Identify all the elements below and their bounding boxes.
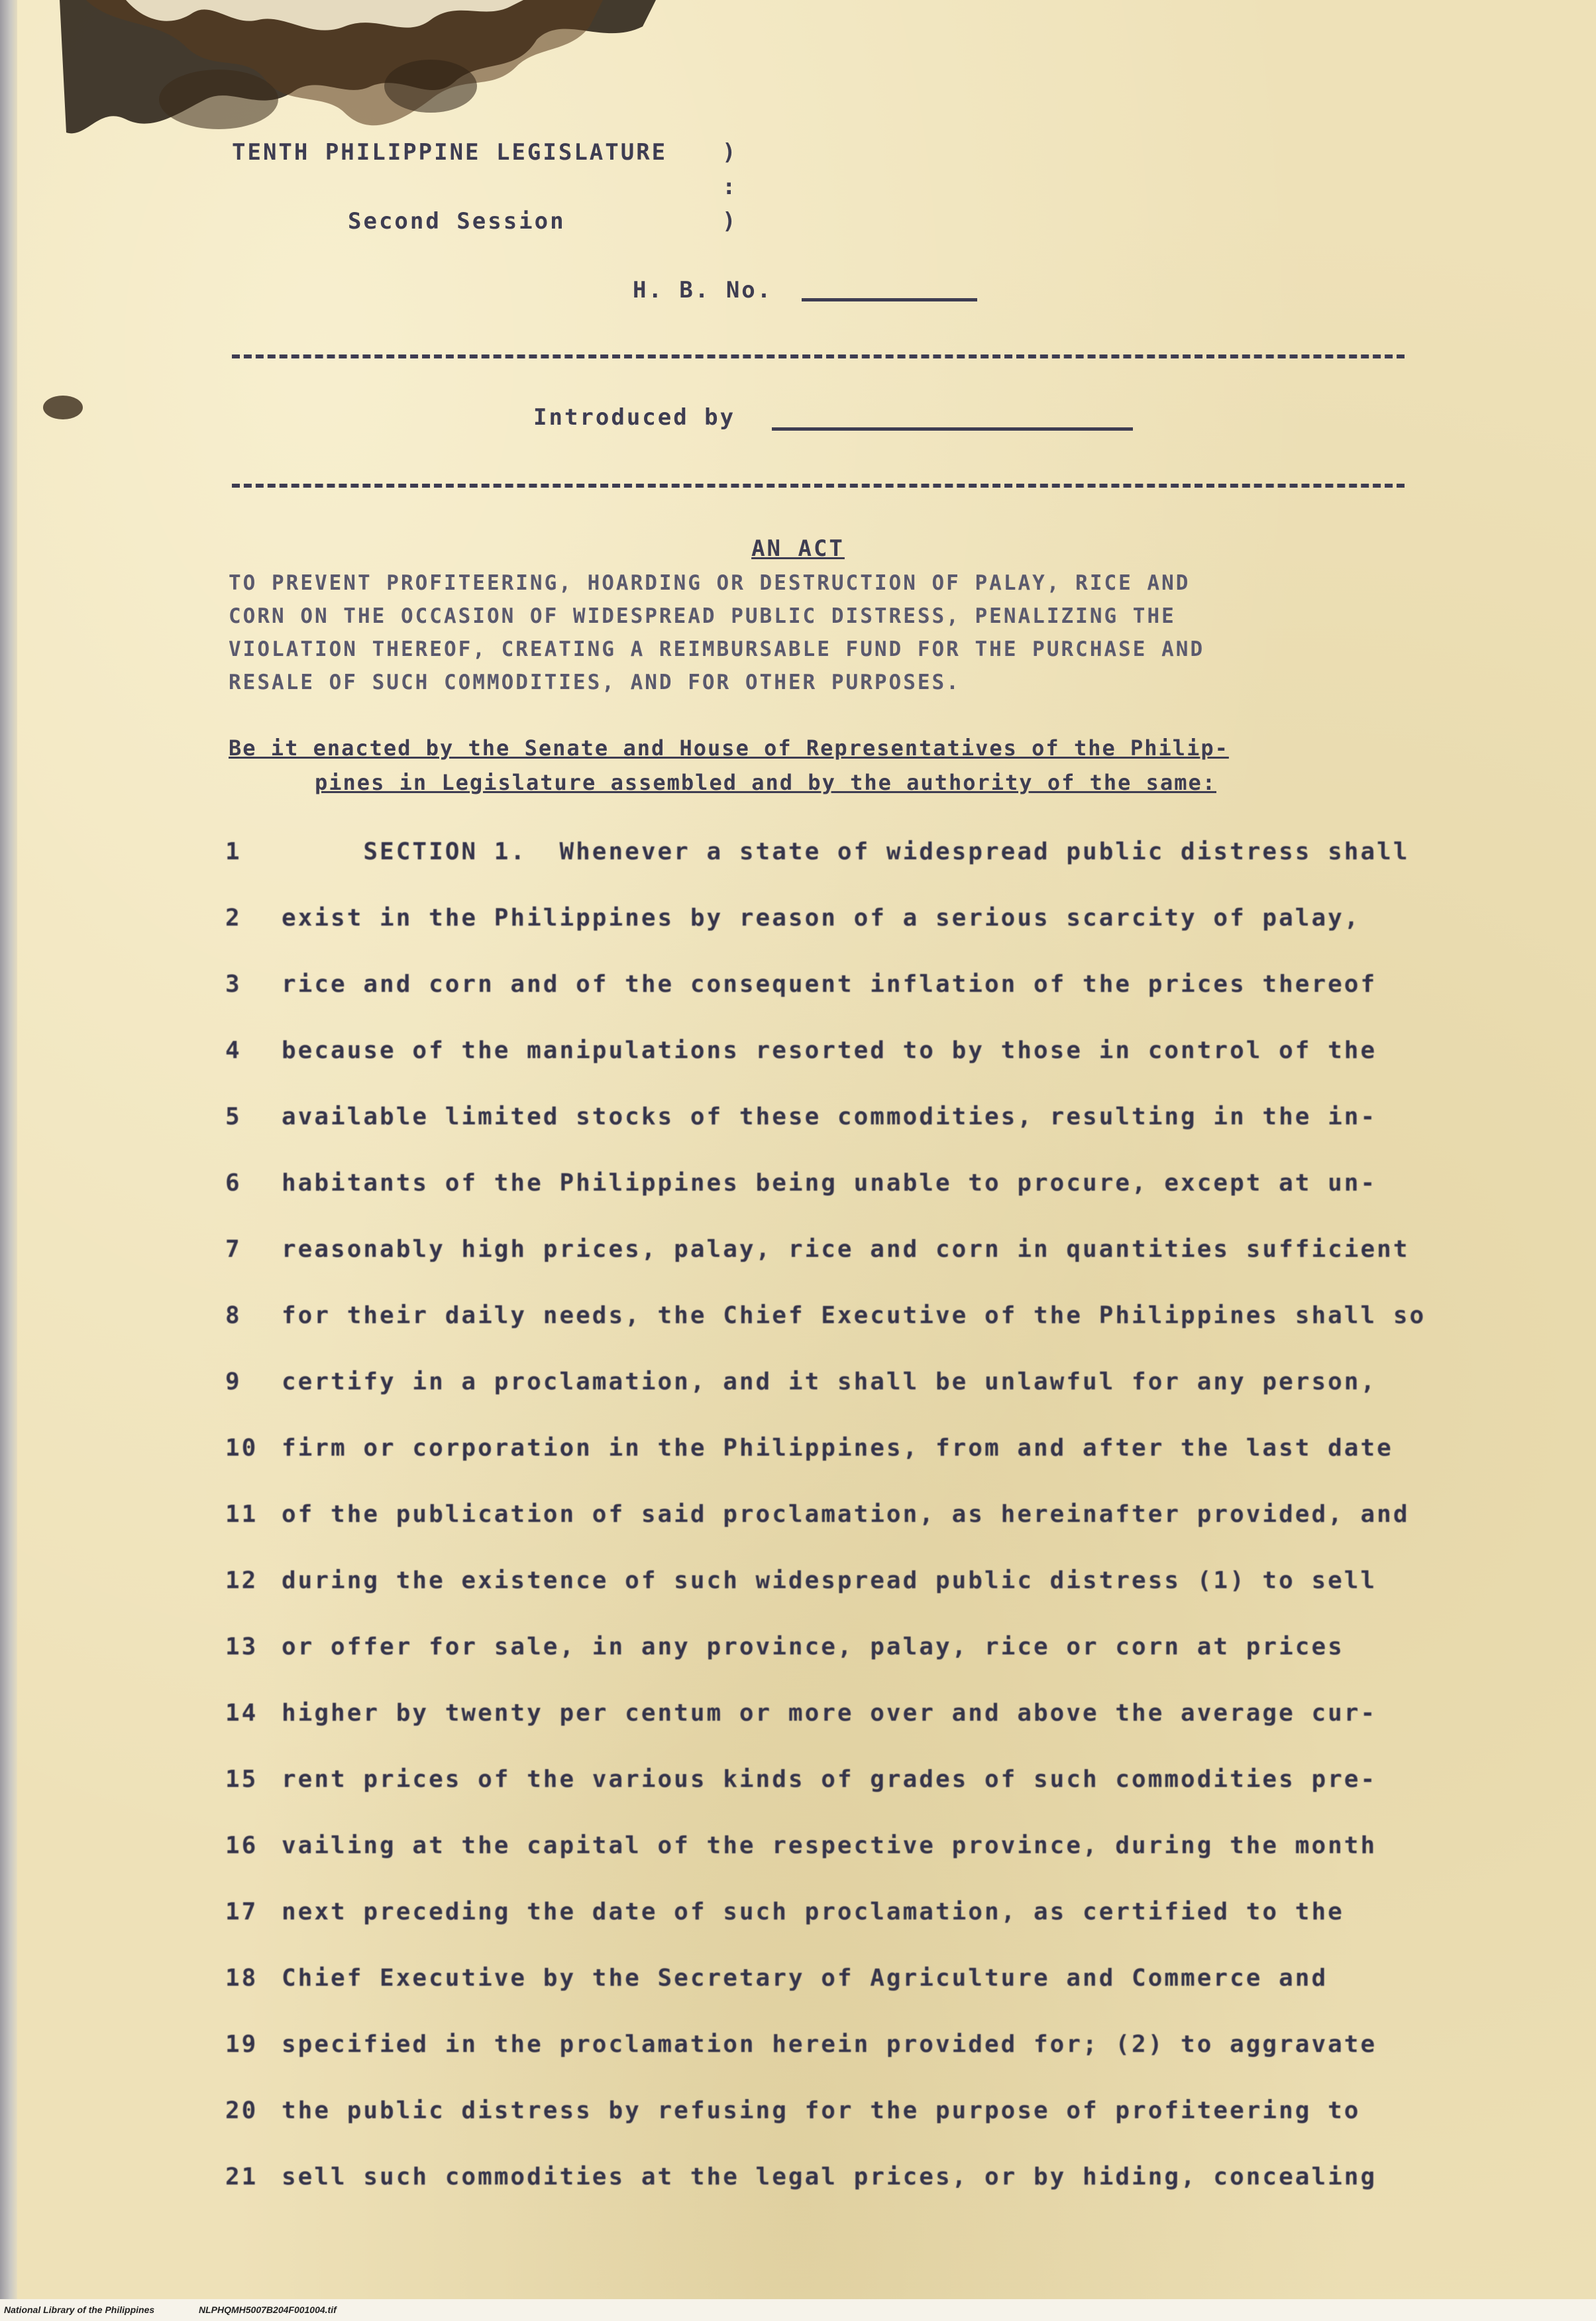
body-text-line: specified in the proclamation herein provided for; (2) to aggravate xyxy=(282,2031,1377,2058)
bracket-mark: : xyxy=(722,174,736,200)
dashed-divider xyxy=(232,484,1405,488)
legislature-heading: TENTH PHILIPPINE LEGISLATURE xyxy=(232,139,668,166)
body-text-line: next preceding the date of such proclamation, as certified to the xyxy=(282,1898,1344,1925)
line-number: 4 xyxy=(225,1037,242,1064)
enacting-clause-line: Be it enacted by the Senate and House of Representatives of the Philip- xyxy=(229,735,1229,761)
ink-stain-mark xyxy=(40,391,86,424)
line-number: 10 xyxy=(225,1434,258,1462)
body-text-line: Chief Executive by the Secretary of Agriculture and Commerce and xyxy=(282,1965,1328,1992)
body-text-line: reasonably high prices, palay, rice and corn in quantities sufficient xyxy=(282,1236,1410,1263)
body-text-line: for their daily needs, the Chief Executive of the Philippines shall so xyxy=(282,1302,1426,1329)
line-number: 7 xyxy=(225,1236,242,1263)
line-number: 20 xyxy=(225,2097,258,2124)
line-number: 1 xyxy=(225,838,242,865)
line-number: 18 xyxy=(225,1965,258,1992)
bracket-mark: ) xyxy=(722,208,736,235)
body-text-line: SECTION 1. Whenever a state of widespread public distress shall xyxy=(282,838,1410,865)
scan-edge xyxy=(0,0,17,2299)
line-number: 14 xyxy=(225,1700,258,1727)
line-number: 13 xyxy=(225,1633,258,1660)
line-number: 5 xyxy=(225,1103,242,1130)
session-heading: Second Session xyxy=(348,208,566,235)
file-identifier: NLPHQMH5007B204F001004.tif xyxy=(199,2304,337,2315)
line-number: 17 xyxy=(225,1898,258,1925)
act-heading: AN ACT xyxy=(751,535,845,562)
body-text-line: because of the manipulations resorted to by those in control of the xyxy=(282,1037,1377,1064)
body-text-line: exist in the Philippines by reason of a serious scarcity of palay, xyxy=(282,904,1361,932)
line-number: 6 xyxy=(225,1169,242,1197)
act-title-line: CORN ON THE OCCASION OF WIDESPREAD PUBLIC DISTRESS, PENALIZING THE xyxy=(229,604,1176,628)
body-text-line: certify in a proclamation, and it shall be unlawful for any person, xyxy=(282,1368,1377,1395)
body-text-line: rice and corn and of the consequent inflation of the prices thereof xyxy=(282,971,1377,998)
line-number: 11 xyxy=(225,1501,258,1528)
bracket-mark: ) xyxy=(722,139,736,166)
body-text-line: during the existence of such widespread public distress (1) to sell xyxy=(282,1567,1377,1594)
body-text-line: vailing at the capital of the respective province, during the month xyxy=(282,1832,1377,1859)
line-number: 3 xyxy=(225,971,242,998)
act-title-line: RESALE OF SUCH COMMODITIES, AND FOR OTHER PURPOSES. xyxy=(229,671,961,694)
dashed-divider xyxy=(232,354,1405,358)
line-number: 16 xyxy=(225,1832,258,1859)
body-text-line: higher by twenty per centum or more over and above the average cur- xyxy=(282,1700,1377,1727)
act-title xyxy=(229,567,1401,699)
line-number: 9 xyxy=(225,1368,242,1395)
line-number: 2 xyxy=(225,904,242,932)
line-number: 15 xyxy=(225,1766,258,1793)
body-text-line: of the publication of said proclamation, as hereinafter provided, and xyxy=(282,1501,1410,1528)
introduced-by-label: Introduced by xyxy=(533,404,736,431)
bill-number-label: H. B. No. xyxy=(633,277,773,303)
library-credit: National Library of the Philippines xyxy=(4,2304,155,2315)
act-title-line: VIOLATION THEREOF, CREATING A REIMBURSABLE FUND FOR THE PURCHASE AND xyxy=(229,637,1205,661)
body-text-line: available limited stocks of these commodities, resulting in the in- xyxy=(282,1103,1377,1130)
archive-footer xyxy=(0,2299,1596,2321)
act-title-line: TO PREVENT PROFITEERING, HOARDING OR DESTRUCTION OF PALAY, RICE AND xyxy=(229,571,1191,595)
line-number: 21 xyxy=(225,2163,258,2190)
body-text-line: sell such commodities at the legal prices, or by hiding, concealing xyxy=(282,2163,1377,2190)
enacting-clause-line: pines in Legislature assembled and by the authority of the same: xyxy=(315,770,1216,795)
line-number: 19 xyxy=(225,2031,258,2058)
body-text-line: the public distress by refusing for the purpose of profiteering to xyxy=(282,2097,1361,2124)
body-text-line: habitants of the Philippines being unable to procure, except at un- xyxy=(282,1169,1377,1197)
line-number: 8 xyxy=(225,1302,242,1329)
body-text-line: or offer for sale, in any province, palay, rice or corn at prices xyxy=(282,1633,1344,1660)
bill-number-blank xyxy=(802,298,977,301)
body-text-line: firm or corporation in the Philippines, from and after the last date xyxy=(282,1434,1393,1462)
line-number: 12 xyxy=(225,1567,258,1594)
body-text-line: rent prices of the various kinds of grades of such commodities pre- xyxy=(282,1766,1377,1793)
introduced-by-blank xyxy=(772,427,1133,431)
